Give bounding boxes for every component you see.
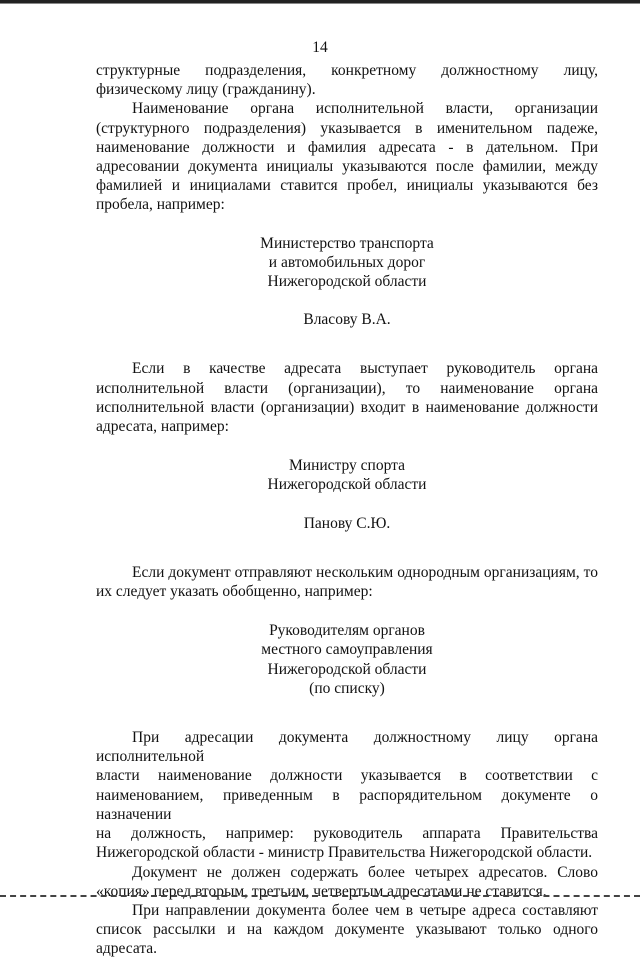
paragraph-5-line-3: наименованием, приведенным в распорядительном документе о назначении — [96, 786, 598, 823]
paragraph-7: При направлении документа более чем в четыре адреса составляют список рассылки и на каждом документе указывают только одного адресата. — [96, 901, 598, 958]
paragraph-3: Если в качестве адресата выступает руководитель органа исполнительной власти (организации), то наименование органа исполнительной власти (организации) входит в наименование должности адресата, например: — [96, 360, 598, 436]
addressee-example-2 — [96, 456, 598, 533]
addressee-example-3 — [96, 621, 598, 698]
paragraph-5-line-5: Нижегородской области - министр Правительства Нижегородской области. — [96, 844, 593, 862]
paragraph-1: структурные подразделения, конкретному должностному лицу, физическому лицу (гражданину). — [96, 62, 598, 99]
paragraph-5 — [96, 728, 598, 862]
scan-edge-bottom — [0, 895, 640, 897]
paragraph-5-line-2: власти наименование должности указывается в соответствии с — [96, 767, 598, 785]
example-3-line-4: (по списку) — [309, 679, 385, 697]
page-number: 14 — [312, 39, 328, 56]
paragraph-4: Если документ отправляют нескольким однородным организациям, то их следует указать обобщенно, например: — [96, 563, 598, 601]
paragraph-5-line-4: на должность, например: руководитель аппарата Правительства — [96, 825, 598, 843]
example-1-line-2: и автомобильных дорог — [268, 253, 426, 271]
example-2-line-2: Нижегородской области — [267, 476, 427, 494]
example-3-line-3: Нижегородской области — [267, 660, 427, 678]
document-body — [96, 61, 598, 959]
scan-edge-top-shadow — [0, 3, 640, 4]
example-2-line-1: Министру спорта — [289, 457, 405, 475]
addressee-example-1 — [96, 234, 598, 330]
paragraph-2: Наименование органа исполнительной власти, организации (структурного подразделения) указывается в именительном падеже, наименование должности и фамилия адресата - в дательном. При адресовании документа инициалы указываются после фамилии, между фамилией и инициалами ставится пробел, инициалы указываются без пробела, например: — [96, 100, 598, 214]
example-3-line-2: местного самоуправления — [261, 641, 433, 659]
example-3-line-1: Руководителям органов — [269, 622, 425, 640]
example-2-person: Панову С.Ю. — [303, 514, 391, 532]
example-1-line-1: Министерство транспорта — [260, 234, 434, 252]
example-1-person: Власову В.А. — [303, 311, 391, 329]
example-1-line-3: Нижегородской области — [267, 273, 427, 291]
paragraph-6: Документ не должен содержать более четырех адресатов. Слово «копия» перед вторым, третьим, четвертым адресатами не ставится. — [96, 863, 598, 900]
paragraph-5-line-1: При адресации документа должностному лицу органа исполнительной — [96, 729, 598, 766]
